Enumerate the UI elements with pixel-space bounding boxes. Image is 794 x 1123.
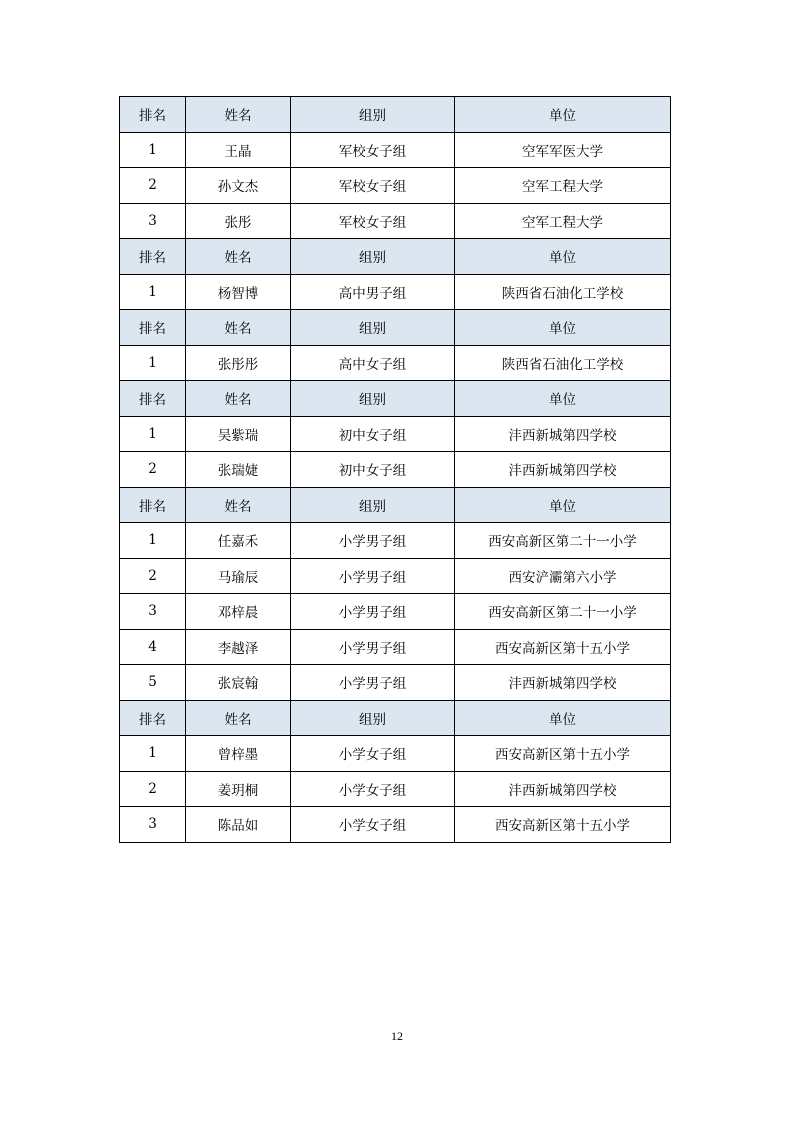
- cell-unit: 空军工程大学: [455, 203, 671, 239]
- header-cell-group: 组别: [291, 700, 455, 736]
- table-row: [120, 416, 671, 452]
- cell-unit: 西安高新区第十五小学: [455, 807, 671, 843]
- cell-rank: 3: [120, 203, 186, 239]
- cell-rank: 2: [120, 558, 186, 594]
- table-header-row: [120, 700, 671, 736]
- header-cell-name: 姓名: [186, 700, 291, 736]
- cell-name: 杨智博: [186, 274, 291, 310]
- cell-rank: 4: [120, 629, 186, 665]
- cell-rank: 2: [120, 771, 186, 807]
- cell-rank: 1: [120, 274, 186, 310]
- table-row: [120, 736, 671, 772]
- cell-unit: 沣西新城第四学校: [455, 771, 671, 807]
- cell-group: 高中男子组: [291, 274, 455, 310]
- cell-group: 军校女子组: [291, 168, 455, 204]
- table-row: [120, 345, 671, 381]
- cell-unit: 沣西新城第四学校: [455, 665, 671, 701]
- table-row: [120, 807, 671, 843]
- cell-rank: 2: [120, 168, 186, 204]
- table-header-row: [120, 239, 671, 275]
- header-cell-unit: 单位: [455, 487, 671, 523]
- cell-group: 小学男子组: [291, 594, 455, 630]
- table-row: [120, 452, 671, 488]
- cell-unit: 陕西省石油化工学校: [455, 345, 671, 381]
- cell-name: 张瑞婕: [186, 452, 291, 488]
- header-cell-name: 姓名: [186, 310, 291, 346]
- header-cell-unit: 单位: [455, 381, 671, 417]
- cell-unit: 空军工程大学: [455, 168, 671, 204]
- table-row: [120, 629, 671, 665]
- cell-unit: 西安高新区第十五小学: [455, 629, 671, 665]
- header-cell-rank: 排名: [120, 239, 186, 275]
- cell-group: 小学男子组: [291, 629, 455, 665]
- cell-rank: 1: [120, 736, 186, 772]
- table-header-row: [120, 381, 671, 417]
- cell-name: 王晶: [186, 132, 291, 168]
- cell-name: 姜玥桐: [186, 771, 291, 807]
- cell-rank: 1: [120, 523, 186, 559]
- table-row: [120, 274, 671, 310]
- cell-group: 军校女子组: [291, 203, 455, 239]
- header-cell-unit: 单位: [455, 700, 671, 736]
- cell-name: 邓梓晨: [186, 594, 291, 630]
- cell-group: 小学女子组: [291, 771, 455, 807]
- cell-unit: 沣西新城第四学校: [455, 452, 671, 488]
- header-cell-name: 姓名: [186, 381, 291, 417]
- cell-group: 小学男子组: [291, 558, 455, 594]
- header-cell-group: 组别: [291, 310, 455, 346]
- results-table: [119, 96, 671, 843]
- cell-rank: 1: [120, 132, 186, 168]
- cell-group: 小学男子组: [291, 665, 455, 701]
- cell-name: 吴紫瑞: [186, 416, 291, 452]
- header-cell-rank: 排名: [120, 310, 186, 346]
- cell-unit: 空军军医大学: [455, 132, 671, 168]
- header-cell-unit: 单位: [455, 239, 671, 275]
- cell-rank: 2: [120, 452, 186, 488]
- cell-unit: 西安浐灞第六小学: [455, 558, 671, 594]
- cell-group: 初中女子组: [291, 416, 455, 452]
- header-cell-rank: 排名: [120, 487, 186, 523]
- cell-rank: 3: [120, 594, 186, 630]
- header-cell-unit: 单位: [455, 97, 671, 133]
- table-header-row: [120, 487, 671, 523]
- cell-name: 张彤: [186, 203, 291, 239]
- table-row: [120, 665, 671, 701]
- header-cell-rank: 排名: [120, 381, 186, 417]
- header-cell-rank: 排名: [120, 700, 186, 736]
- cell-name: 马瑜辰: [186, 558, 291, 594]
- cell-name: 张彤彤: [186, 345, 291, 381]
- cell-unit: 沣西新城第四学校: [455, 416, 671, 452]
- cell-group: 高中女子组: [291, 345, 455, 381]
- header-cell-group: 组别: [291, 381, 455, 417]
- table-row: [120, 168, 671, 204]
- cell-rank: 1: [120, 416, 186, 452]
- cell-name: 陈品如: [186, 807, 291, 843]
- cell-group: 初中女子组: [291, 452, 455, 488]
- cell-name: 曾梓墨: [186, 736, 291, 772]
- table-row: [120, 523, 671, 559]
- cell-group: 小学女子组: [291, 736, 455, 772]
- table-header-row: [120, 97, 671, 133]
- table-row: [120, 558, 671, 594]
- header-cell-name: 姓名: [186, 239, 291, 275]
- table-row: [120, 132, 671, 168]
- cell-unit: 西安高新区第二十一小学: [455, 523, 671, 559]
- cell-group: 军校女子组: [291, 132, 455, 168]
- cell-rank: 1: [120, 345, 186, 381]
- cell-rank: 3: [120, 807, 186, 843]
- table-row: [120, 594, 671, 630]
- page-number: 12: [391, 1029, 403, 1043]
- cell-name: 孙文杰: [186, 168, 291, 204]
- cell-rank: 5: [120, 665, 186, 701]
- cell-unit: 陕西省石油化工学校: [455, 274, 671, 310]
- results-table-body: [120, 97, 671, 843]
- table-row: [120, 203, 671, 239]
- cell-group: 小学女子组: [291, 807, 455, 843]
- header-cell-name: 姓名: [186, 97, 291, 133]
- cell-name: 任嘉禾: [186, 523, 291, 559]
- cell-name: 张宸翰: [186, 665, 291, 701]
- header-cell-name: 姓名: [186, 487, 291, 523]
- cell-group: 小学男子组: [291, 523, 455, 559]
- header-cell-group: 组别: [291, 487, 455, 523]
- header-cell-unit: 单位: [455, 310, 671, 346]
- cell-unit: 西安高新区第十五小学: [455, 736, 671, 772]
- header-cell-rank: 排名: [120, 97, 186, 133]
- cell-unit: 西安高新区第二十一小学: [455, 594, 671, 630]
- header-cell-group: 组别: [291, 239, 455, 275]
- cell-name: 李越泽: [186, 629, 291, 665]
- header-cell-group: 组别: [291, 97, 455, 133]
- table-row: [120, 771, 671, 807]
- table-header-row: [120, 310, 671, 346]
